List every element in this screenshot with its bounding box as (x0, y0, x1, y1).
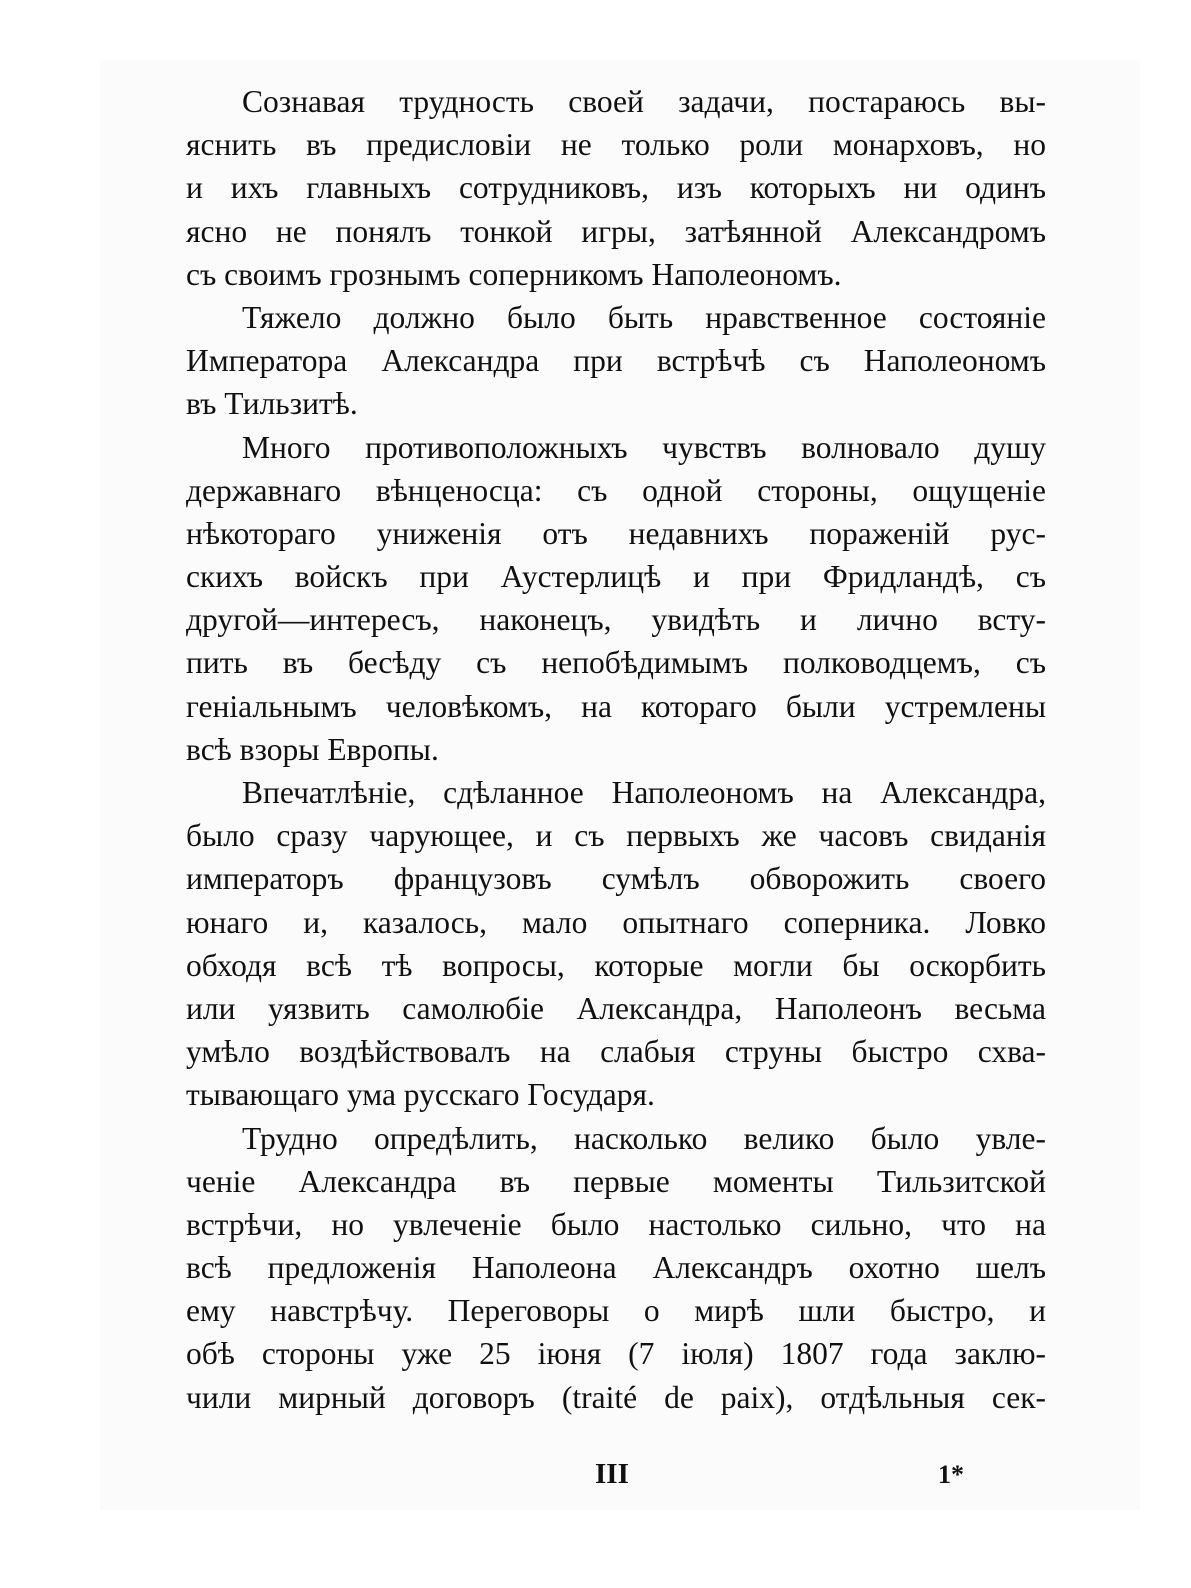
text-line: державнаго вѣнценосца: съ одной стороны, ощущеніе (186, 472, 1046, 508)
text-line: ему навстрѣчу. Переговоры о мирѣ шли быстро, и (186, 1293, 1046, 1329)
text-line: въ Тильзитѣ. (186, 386, 358, 422)
text-line: встрѣчи, но увлеченіе было настолько сильно, что на (186, 1206, 1046, 1242)
text-line: всѣ предложенія Наполеона Александръ охотно шелъ (186, 1250, 1046, 1286)
text-line: всѣ взоры Европы. (186, 731, 439, 767)
signature-mark: 1* (938, 1460, 964, 1489)
text-line: съ своимъ грознымъ соперникомъ Наполеономъ. (186, 256, 842, 292)
text-line: пить въ бесѣду съ непобѣдимымъ полководцемъ, съ (186, 645, 1046, 681)
text-line: другой—интересъ, наконецъ, увидѣть и лично всту- (186, 602, 1046, 638)
text-line: Много противоположныхъ чувствъ волновало душу (242, 429, 1046, 465)
text-line: тывающаго ума русскаго Государя. (186, 1077, 655, 1113)
text-line: скихъ войскъ при Аустерлицѣ и при Фридландѣ, съ (186, 559, 1046, 595)
text-line: Трудно опредѣлить, насколько велико было увле- (242, 1120, 1046, 1156)
text-line: Императора Александра при встрѣчѣ съ Наполеономъ (186, 343, 1046, 379)
text-line: или уязвить самолюбіе Александра, Наполеонъ весьма (186, 990, 1046, 1026)
text-line: умѣло воздѣйствовалъ на слабыя струны быстро схва- (186, 1034, 1046, 1070)
text-line: ясно не понялъ тонкой игры, затѣянной Александромъ (186, 213, 1046, 249)
text-line: Впечатлѣніе, сдѣланное Наполеономъ на Александра, (242, 775, 1046, 810)
text-line: юнаго и, казалось, мало опытнаго соперника. Ловко (186, 904, 1046, 940)
text-line: было сразу чарующее, и съ первыхъ же часовъ свиданія (186, 818, 1046, 854)
text-line: Тяжело должно было быть нравственное состояніе (242, 299, 1046, 335)
text-line: императоръ французовъ сумѣлъ обворожить своего (186, 861, 1046, 897)
text-line: чили мирный договоръ (traité de paix), отдѣльныя сек- (186, 1379, 1046, 1415)
page-number: III (595, 1458, 629, 1490)
text-line: обходя всѣ тѣ вопросы, которые могли бы оскорбить (186, 947, 1046, 983)
text-line: геніальнымъ человѣкомъ, на котораго были устремлены (186, 688, 1046, 724)
body-text (186, 80, 1046, 1419)
text-line: обѣ стороны уже 25 іюня (7 іюля) 1807 года заклю- (186, 1336, 1046, 1372)
text-line: Сознавая трудность своей задачи, постараюсь вы- (242, 84, 1046, 119)
text-line: ченіе Александра въ первые моменты Тильзитской (186, 1163, 1046, 1199)
text-line: яснить въ предисловіи не только роли монарховъ, но (186, 127, 1046, 163)
text-line: и ихъ главныхъ сотрудниковъ, изъ которыхъ ни одинъ (186, 170, 1046, 206)
text-line: нѣкотораго униженія отъ недавнихъ пораженій рус- (186, 515, 1046, 551)
